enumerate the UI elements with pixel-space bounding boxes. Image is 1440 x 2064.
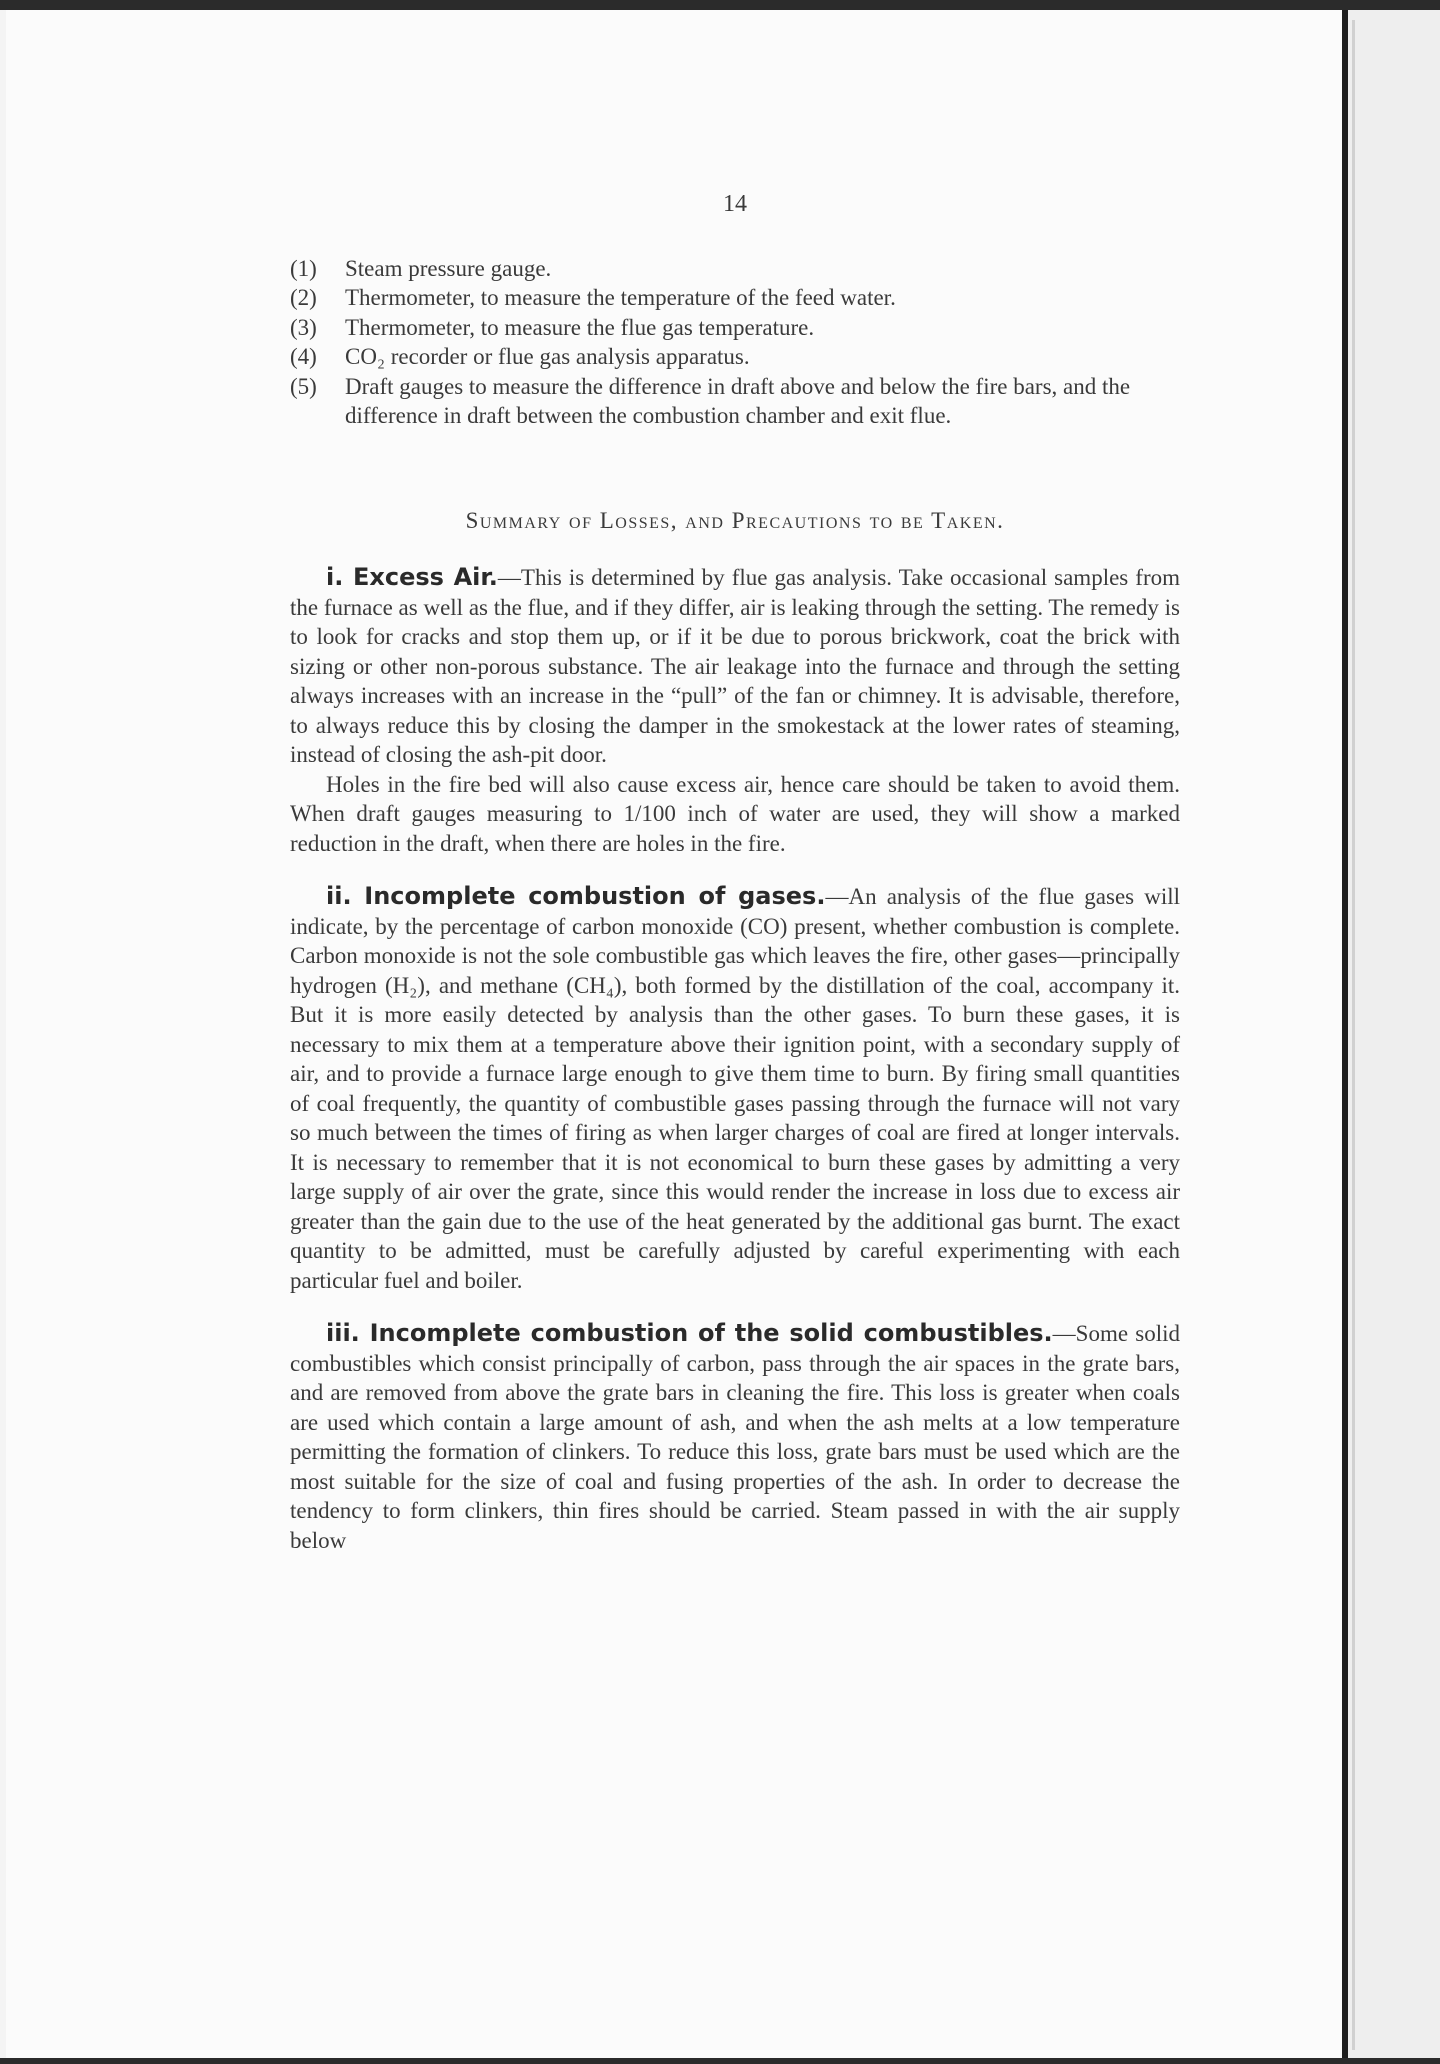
instrument-list — [290, 254, 1180, 431]
paragraph — [290, 770, 1180, 859]
list-item — [290, 342, 1180, 372]
list-number: (4) — [290, 344, 317, 369]
page-number: 14 — [723, 191, 747, 217]
list-text: Steam pressure gauge. — [345, 255, 552, 281]
list-text: Thermometer, to measure the flue gas temperature. — [345, 314, 815, 340]
list-item — [290, 372, 1180, 431]
paragraph-text: —Some solid combustibles which consist principally of carbon, pass through the air spaces in the grate bars, and are removed from above the grate bars in cleaning the fire. This loss is greater when coals are used which contain a large amount of ash, and when the ash melts at a low temperature permitting the formation of clinkers. To reduce this loss, grate bars must be used which are the most suitable for the size of coal and fusing properties of the ash. In order to decrease the tendency to form clinkers, thin fires should be carried. Steam passed in with the air supply below — [290, 1321, 1180, 1553]
section-heading: ii. Incomplete combustion of gases. — [326, 882, 826, 910]
incomplete-solids-section — [290, 1319, 1180, 1555]
facing-page-edge — [1348, 10, 1440, 2058]
incomplete-gases-section — [290, 882, 1180, 1295]
list-number: (1) — [290, 255, 317, 281]
list-text: Draft gauges to measure the difference in draft above and below the fire bars, and the difference in draft between the combustion chamber and exit flue. — [345, 373, 1131, 428]
list-number: (3) — [290, 314, 317, 340]
list-text: Thermometer, to measure the temperature of the feed water. — [345, 285, 896, 310]
summary-heading: Summary of Losses, and Precautions to be Taken. — [465, 507, 1005, 533]
list-item — [290, 254, 1180, 284]
list-text: CO₂ recorder or flue gas analysis apparatus. — [345, 344, 750, 369]
paragraph-text: Holes in the fire bed will also cause excess air, hence care should be taken to avoid them. When draft gauges measuring to 1/100 inch of water are used, they will show a marked reduction in the draft, when there are holes in the fire. — [290, 771, 1180, 856]
list-item — [290, 283, 1180, 313]
excess-air-section — [290, 563, 1180, 858]
facing-page-shadow — [1352, 20, 1355, 2050]
paragraph — [290, 1319, 1180, 1555]
scan-bottom-edge — [0, 2058, 1440, 2064]
list-number: (2) — [290, 285, 317, 310]
section-heading: iii. Incomplete combustion of the solid combustibles. — [326, 1319, 1053, 1347]
page-content — [290, 190, 1180, 1579]
paragraph — [290, 563, 1180, 770]
scan-top-edge — [0, 0, 1440, 10]
section-heading: i. Excess Air. — [326, 563, 498, 591]
list-item — [290, 313, 1180, 343]
paragraph-text: —This is determined by flue gas analysis. Take occasional samples from the furnace as well as the flue, and if they differ, air is leaking through the setting. The remedy is to look for cracks and stop them up, or if it be due to porous brickwork, coat the brick with sizing or other non-porous substance. The air leakage into the furnace and through the setting always increases with an increase in the “pull” of the fan or chimney. It is advisable, therefore, to always reduce this by closing the damper in the smokestack at the lower rates of steaming, instead of closing the ash-pit door. — [290, 565, 1180, 767]
paragraph — [290, 882, 1180, 1295]
paragraph-text: —An analysis of the flue gases will indicate, by the percentage of carbon monoxide (CO) present, whether combustion is complete. Carbon monoxide is not the sole combustible gas which leaves the fire, other gases—principally hydrogen (H₂), and methane (CH₄), both formed by the distillation of the coal, accompany it. But it is more easily detected by analysis than the other gases. To burn these gases, it is necessary to mix them at a temperature above their ignition point, with a secondary supply of air, and to provide a furnace large enough to give them time to burn. By firing small quantities of coal frequently, the quantity of combustible gases passing through the furnace will not vary so much between the times of firing as when larger charges of coal are fired at longer intervals. It is necessary to remember that it is not economical to burn these gases by admitting a very large supply of air over the grate, since this would render the increase in loss due to excess air greater than the gain due to the use of the heat generated by the additional gas burnt. The exact quantity to be admitted, must be carefully adjusted by careful experimenting with each particular fuel and boiler. — [290, 884, 1181, 1293]
list-number: (5) — [290, 373, 317, 399]
